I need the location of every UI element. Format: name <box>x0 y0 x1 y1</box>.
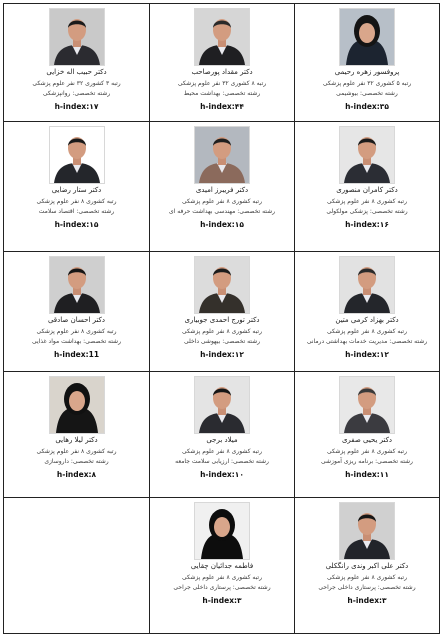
faculty-rank: رتبه کشوری ۸ نفر علوم پزشکی <box>36 198 117 205</box>
h-index-value: h-index:۳۵ <box>345 102 389 111</box>
h-index-value: h-index:۱۰ <box>200 470 244 479</box>
portrait-image <box>340 377 394 433</box>
faculty-card <box>150 4 295 122</box>
grid-row <box>4 4 440 122</box>
faculty-field: رشته تخصصی: بیهوشی داخلی <box>183 338 261 345</box>
faculty-card <box>150 252 295 372</box>
faculty-photo <box>339 502 395 560</box>
faculty-name: دکتر کامران منصوری <box>336 186 398 194</box>
faculty-card-content <box>4 252 149 371</box>
empty-cell <box>4 498 150 634</box>
faculty-photo <box>194 502 250 560</box>
faculty-field: رشته تخصصی: پزشکی مولکولی <box>326 208 408 215</box>
h-index-value: h-index:۱۱ <box>345 470 389 479</box>
faculty-card-content <box>295 372 439 497</box>
faculty-photo <box>49 256 105 314</box>
faculty-rank: رتبه ۵ کشوری ۳۲ نفر علوم پزشکی <box>322 80 412 87</box>
faculty-name: پروفسور زهره رحیمی <box>334 68 400 76</box>
faculty-name: میلاد برجی <box>206 436 238 444</box>
faculty-card <box>150 122 295 252</box>
faculty-rank: رتبه کشوری ۸ نفر علوم پزشکی <box>182 448 262 455</box>
h-index-value: h-index:۴۴ <box>200 102 244 111</box>
faculty-name: دکتر حبیب اله خزایی <box>46 68 107 76</box>
faculty-photo <box>49 126 105 184</box>
faculty-name: دکتر تورج احمدی جوبیاری <box>184 316 260 324</box>
faculty-rank: رتبه ۸ کشوری ۳۲ نفر علوم پزشکی <box>177 80 267 87</box>
faculty-field: رشته تخصصی: مهندسی بهداشت حرفه ای <box>168 208 276 215</box>
h-index-value: h-index:۱۵ <box>200 220 244 229</box>
faculty-rank: رتبه کشوری ۸ نفر علوم پزشکی <box>327 198 407 205</box>
faculty-name: دکتر فریبرز امیدی <box>195 186 249 194</box>
faculty-card-content <box>295 122 439 251</box>
faculty-card-content <box>150 372 294 497</box>
faculty-name: دکتر ستار رضایی <box>51 186 102 194</box>
grid-row <box>4 252 440 372</box>
portrait-image <box>50 377 104 433</box>
faculty-photo <box>194 8 250 66</box>
portrait-image <box>340 127 394 183</box>
portrait-image <box>195 377 249 433</box>
faculty-card <box>295 252 440 372</box>
faculty-card <box>4 122 150 252</box>
faculty-photo <box>339 8 395 66</box>
faculty-field: رشته تخصصی: پرستاری داخلی جراحی <box>318 584 416 591</box>
faculty-card <box>295 498 440 634</box>
portrait-image <box>340 257 394 313</box>
faculty-field: رشته تخصصی: بهداشت مواد غذایی <box>31 338 121 345</box>
faculty-rank: رتبه ۳ کشوری ۳۲ نفر علوم پزشکی <box>32 80 121 87</box>
faculty-name: دکتر احسان صادقی <box>47 316 106 324</box>
faculty-rank: رتبه کشوری ۸ نفر علوم پزشکی <box>327 448 407 455</box>
faculty-card <box>4 4 150 122</box>
faculty-photo <box>339 126 395 184</box>
faculty-photo <box>49 8 105 66</box>
faculty-rank: رتبه کشوری ۸ نفر علوم پزشکی <box>327 328 407 335</box>
faculty-card <box>295 4 440 122</box>
faculty-card <box>295 372 440 498</box>
faculty-field: رشته تخصصی: برنامه ریزی آموزشی <box>321 458 413 465</box>
faculty-card-content <box>295 498 439 633</box>
h-index-value: h-index:۱۵ <box>54 220 99 229</box>
faculty-card <box>150 498 295 634</box>
grid-row <box>4 122 440 252</box>
faculty-field: رشته تخصصی: پرستاری داخلی جراحی <box>173 584 271 591</box>
grid-row <box>4 372 440 498</box>
h-index-value: h-index:۱۶ <box>345 220 389 229</box>
faculty-card <box>150 372 295 498</box>
faculty-card <box>4 252 150 372</box>
faculty-card-content <box>4 372 149 497</box>
portrait-image <box>195 503 249 559</box>
h-index-value: h-index:۱۲ <box>200 350 244 359</box>
faculty-field: رشته تخصصی: روانپزشکی <box>42 90 111 97</box>
h-index-value: h-index:۳ <box>347 596 387 605</box>
faculty-rank: رتبه کشوری ۸ نفر علوم پزشکی <box>36 328 117 335</box>
faculty-field: رشته تخصصی: بیوشیمی <box>336 90 398 97</box>
faculty-photo <box>194 376 250 434</box>
faculty-name: دکتر بهزاد کرمی متین <box>335 316 399 324</box>
faculty-grid <box>3 3 440 634</box>
faculty-field: رشته تخصصی: اقتصاد سلامت <box>38 208 115 215</box>
faculty-field: رشته تخصصی: مدیریت خدمات بهداشتی درمانی <box>306 338 428 345</box>
h-index-value: h-index:۳ <box>202 596 242 605</box>
faculty-photo <box>49 376 105 434</box>
faculty-name: فاطمه جدائیان چقایی <box>190 562 254 570</box>
faculty-name: دکتر لیلا رهایی <box>55 436 98 444</box>
h-index-value: h-index:۸ <box>56 470 97 479</box>
portrait-image <box>50 257 104 313</box>
faculty-photo <box>339 376 395 434</box>
portrait-image <box>50 127 104 183</box>
faculty-field: رشته تخصصی: ارزیابی سلامت جامعه <box>175 458 269 465</box>
portrait-image <box>195 127 249 183</box>
faculty-field: رشته تخصصی: داروسازی <box>44 458 109 465</box>
portrait-image <box>195 257 249 313</box>
faculty-photo <box>194 126 250 184</box>
faculty-card <box>295 122 440 252</box>
h-index-value: h-index:11 <box>53 350 100 359</box>
faculty-rank: رتبه کشوری ۸ نفر علوم پزشکی <box>36 448 117 455</box>
grid-row <box>4 498 440 634</box>
faculty-card-content <box>150 4 294 121</box>
faculty-card-content <box>4 122 149 251</box>
faculty-card-content <box>295 252 439 371</box>
portrait-image <box>195 9 249 65</box>
h-index-value: h-index:۱۲ <box>345 350 389 359</box>
faculty-name: دکتر مقداد پورصاحب <box>191 68 253 76</box>
faculty-card-content <box>150 122 294 251</box>
faculty-card-content <box>150 498 294 633</box>
faculty-photo <box>194 256 250 314</box>
portrait-image <box>50 9 104 65</box>
faculty-rank: رتبه کشوری ۸ نفر علوم پزشکی <box>182 198 262 205</box>
faculty-rank: رتبه کشوری ۸ نفر علوم پزشکی <box>182 328 262 335</box>
portrait-image <box>340 503 394 559</box>
faculty-card-content <box>150 252 294 371</box>
faculty-field: رشته تخصصی: بهداشت محیط <box>183 90 261 97</box>
faculty-rank: رتبه کشوری ۸ نفر علوم پزشکی <box>182 574 262 581</box>
h-index-value: h-index:۱۷ <box>54 102 99 111</box>
faculty-photo <box>339 256 395 314</box>
faculty-name: دکتر یحیی صفری <box>341 436 393 444</box>
portrait-image <box>340 9 394 65</box>
faculty-card-content <box>4 4 149 121</box>
faculty-rank: رتبه کشوری ۸ نفر علوم پزشکی <box>327 574 407 581</box>
faculty-card-content <box>295 4 439 121</box>
faculty-card <box>4 372 150 498</box>
faculty-name: دکتر علی اکبر وندی رانگکلی <box>325 562 409 570</box>
